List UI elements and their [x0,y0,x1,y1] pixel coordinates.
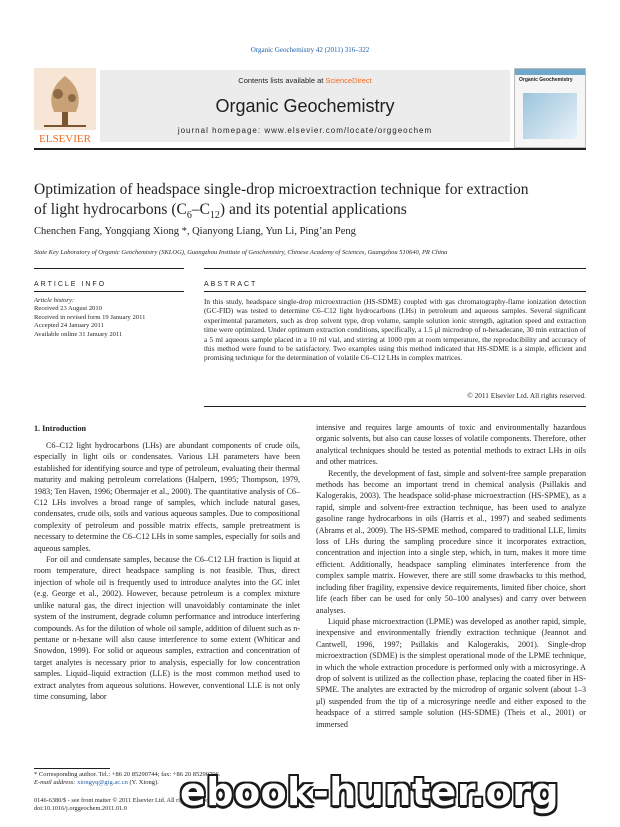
intro-heading: 1. Introduction [34,424,87,433]
history-item: Available online 31 January 2011 [34,330,123,338]
contents-available-line [100,76,510,85]
journal-reference-link[interactable]: Organic Geochemistry 42 (2011) 316–322 [250,46,370,54]
paragraph: Recently, the development of fast, simple and solvent-free sample preparation methods has become an important trend in chemical analysis (Psillakis and Kalogerakis, 2003). The headspace solid-phase microextraction (HS-SPME), as a rapid, simple and solvent-free extraction technique, has been used to analyze gasoline range hydrocarbons in oils (Harris et al., 1997) and seabed sediments (Abrams et al., 2009). The HS-SPME method, compared to traditional LLE, limits loss of LHs during the sampling procedure since it incorporates extraction, concentration and injection into a single step, which, in turn, makes it more time efficient. Additionally, headspace sampling eliminates interference from the complex sample matrix. However, there are still some drawbacks to this method, including fiber fragility, expensive device requirements, limited fiber choice, short life (each fiber can be used for only 50–100 analyses) and carry over between analyses. [316,468,586,615]
paragraph: For oil and condensate samples, because the C6–C12 LH fraction is liquid at room temperature, direct headspace sampling is not feasible. Thus, direct injection of whole oil is frequently used to introduce analytes into the GC inlet (e.g. George et al., 2002). However, because petroleum is a complex mixture unlike natural gas, the direct injection will unavoidably contaminate the inlet system of the instrument, degrade column performance and introduce interfering compounds. As for the dilution of whole oil sample, addition of diluent such as n-pentane or n-hexane will also cause interference to some extent (Whiticar and Snowdon, 1999). For solid or aqueous samples, extraction and concentration of target analytes is necessary prior to analysis, especially for low concentration samples. Liquid–liquid extraction (LLE) is the most common method used to extract analytes from aqueous solutions. However, conventional LLE is not only time consuming, labor [34,555,300,701]
cover-band [515,69,585,75]
corresponding-author-note: * Corresponding author. Tel.: +86 20 85290744; fax: +86 20 85290706. [34,771,221,778]
title-line-2: of light hydrocarbons $(C_6-C_{12})$ and its potential applications [34,201,407,222]
paragraph: intensive and requires large amounts of toxic and environmentally hazardous organic solvents, but also can cause losses of volatile components. Therefore, other analytical techniques should be tested as potential methods to extract LHs in oils and other matrices. [316,423,586,467]
journal-title: Organic Geochemistry [215,96,395,116]
elsevier-logo [34,68,96,146]
abstract-divider-end [204,406,586,407]
journal-homepage[interactable]: journal homepage: www.elsevier.com/locate/orggeochem [177,126,433,135]
article-info-heading: ARTICLE INFO [34,281,107,288]
front-matter-line: 0146-6380/$ - see front matter © 2011 Elsevier Ltd. All rights reserved. [34,797,215,804]
author-list[interactable]: Chenchen Fang, Yongqiang Xiong *, Qianyong Liang, Yun Li, Ping’an Peng [34,226,356,237]
info-divider-bottom [34,291,184,292]
title-line-1: Optimization of headspace single-drop microextraction technique for extraction [34,181,529,198]
abstract-divider-top [204,268,586,269]
cover-title: Organic Geochemistry [519,77,573,83]
abstract-divider-bottom [204,291,586,292]
history-item: Received in revised form 19 January 2011 [34,313,146,321]
article-history [34,297,184,339]
affiliation: State Key Laboratory of Organic Geochemistry (SKLOG), Guangzhou Institute of Geochemistry, Chinese Academy of Sciences, Guangzhou 510640, PR China [34,249,448,256]
watermark: ebook-hunter.org [180,770,560,814]
info-divider-top [34,268,184,269]
paragraph: C6–C12 light hydrocarbons (LHs) are abundant components of crude oils, especially in light oils or condensates. Various LH parameters have been established for identifying source and type of petroleum, evaluating their thermal maturity and making petroleum correlations (Halpern, 1995; Thompson, 1979, 1983; Ten Haven, 1996; Obermajer et al., 2000). The quantitative analysis of C6–C12 LHs involves a broad range of samples, which include natural gases, condensates, crude oils, soils and various aqueous samples. Due to compositional complexity of petroleum and possible matrix effects, sample pretreatment is necessary to determine the C6–C12 LHs in some samples, especially for soils and aqueous samples. [34,441,300,553]
sciencedirect-link[interactable]: ScienceDirect [325,76,372,85]
abstract-text: In this study, headspace single-drop microextraction (HS-SDME) coupled with gas chromatography-flame ionization detection (GC-FID) was tested to determine C6–C12 light hydrocarbons (LHs) in petroleum and aqueous samples. Several significant experimental parameters, such as drop solvent type, drop volume, sample solution ionic strength, agitation speed and extraction time were optimized. Under optimum extraction conditions, specifically, a 1.5 μl microdrop of n-hexadecane, 30 min extraction of a 5 ml aqueous sample placed in a 10 ml vial, and stirring at 1000 rpm at room temperature, the reproducibility and accuracy of this method were found to be satisfactory. Two examples using this method indicated that HS-SDME is a simple, efficient and promising technique for the determination of volatile C6–C12 LHs in complex matrices. [204,297,586,363]
history-item: Received 23 August 2010 [34,305,102,313]
paragraph: Liquid phase microextraction (LPME) was developed as another rapid, simple, inexpensive and environmentally friendly extraction technique (Jeannot and Cantwell, 1996, 1997; Psillakis and Kalogerakis, 2001). Single-drop microextraction (SDME) is the simplest operational mode of the LPME technique, in which the whole extraction procedure is performed only with a microsyringe. A drop of solvent is utilized as the collection phase, replacing the coated fiber in HS-SPME. The analytes are extracted by the microdrop of organic solvent (about 1–3 μl) suspended from the tip of a microsyringe needle and either exposed to the headspace of a stirred sample solution (HS-SDME) (Theis et al., 2001) or immersed [316,616,586,729]
body-column-right [316,422,586,730]
email-line: E-mail address: xiongyq@gig.ac.cn (Y. Xiong). [34,779,159,787]
elsevier-wordmark: ELSEVIER [39,133,91,145]
history-title: Article history: [34,297,75,304]
cover-image [523,93,577,139]
header-divider [34,148,586,150]
footnote-divider [34,768,110,769]
contents-prefix: Contents lists available at [238,76,326,85]
doi-link[interactable]: doi:10.1016/j.orggeochem.2011.01.0 [34,805,127,813]
email-link[interactable]: xiongyq@gig.ac.cn [77,779,128,787]
paper-title [34,180,594,226]
body-column-left [34,440,300,702]
journal-cover-thumbnail[interactable] [514,68,586,148]
abstract-copyright: © 2011 Elsevier Ltd. All rights reserved. [467,391,586,400]
history-item: Accepted 24 January 2011 [34,322,104,330]
abstract-heading: ABSTRACT [204,281,258,288]
